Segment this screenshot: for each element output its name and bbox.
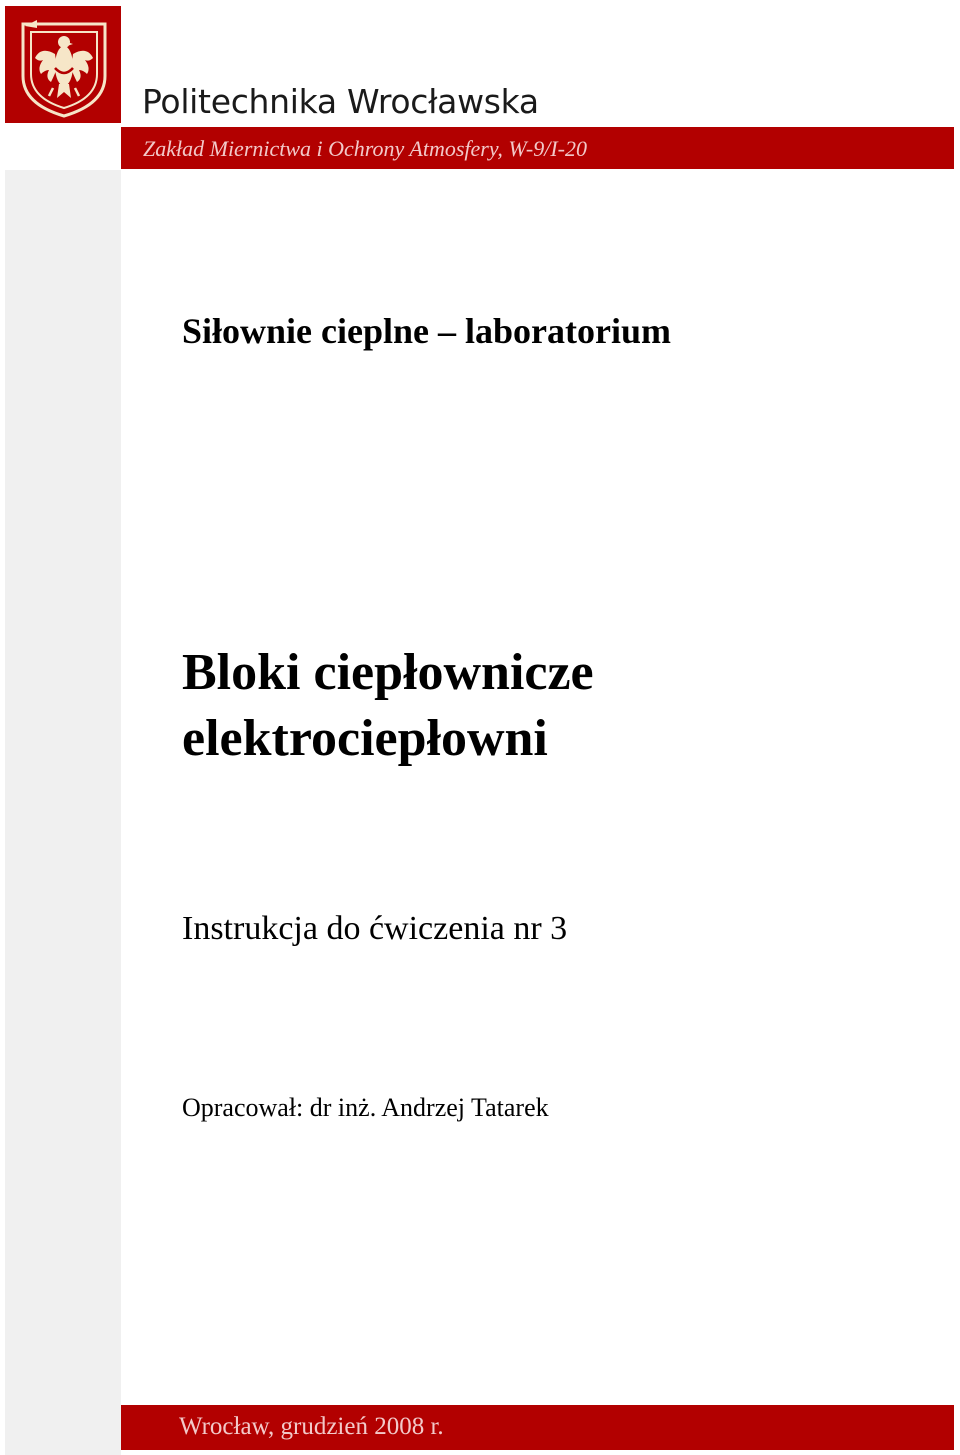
course-title: Siłownie cieplne – laboratorium [182, 311, 671, 351]
document-title [182, 640, 594, 772]
university-name: Politechnika Wrocławska [142, 82, 539, 121]
university-logo [5, 6, 121, 123]
department-band [121, 127, 954, 169]
side-strip [5, 170, 121, 1455]
document-subtitle: Instrukcja do ćwiczenia nr 3 [182, 910, 568, 947]
author-line: Opracował: dr inż. Andrzej Tatarek [182, 1093, 549, 1122]
document-title-line-1: Bloki ciepłownicze [182, 644, 594, 701]
eagle-crest-icon [5, 6, 121, 123]
department-name: Zakład Miernictwa i Ochrony Atmosfery, W-9/I-20 [143, 136, 588, 161]
footer-band [121, 1405, 954, 1450]
place-and-date: Wrocław, grudzień 2008 r. [179, 1413, 444, 1440]
document-title-line-2: elektrociepłowni [182, 710, 548, 767]
